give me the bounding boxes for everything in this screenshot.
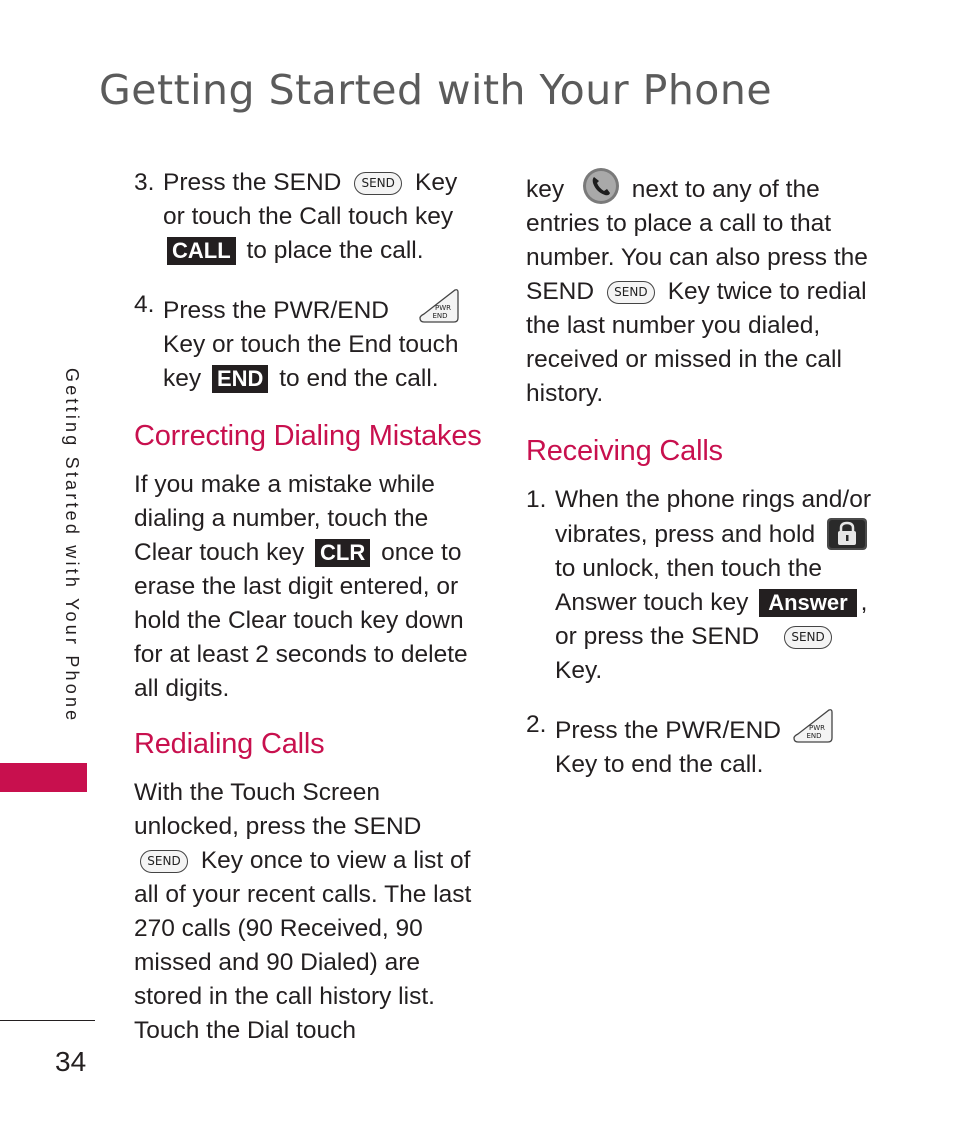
step-number: 4. (134, 291, 155, 318)
pwr-end-key-icon (792, 708, 834, 744)
end-touch-key: END (212, 365, 268, 393)
step-3 (134, 166, 484, 268)
step-number: 2. (526, 711, 547, 738)
step-text: Key to end the call. (555, 751, 764, 778)
answer-touch-key: Answer (759, 589, 856, 617)
paragraph-text: If you make a mistake while dialing a number, touch the Clear touch key (134, 471, 435, 566)
sidebar-tab-marker (0, 763, 87, 792)
paragraph-text: next to any of the entries to place a call to that number. You can also press the SEND (526, 176, 868, 305)
section-heading-correcting: Correcting Dialing Mistakes (134, 420, 482, 452)
paragraph-text: once to erase the last digit entered, or hold the Clear touch key down for at least 2 seconds to delete all digits. (134, 539, 468, 702)
step-text: to place the call. (246, 237, 424, 264)
send-key-icon: SEND (784, 626, 832, 649)
redialing-continued-paragraph (526, 166, 886, 411)
correcting-paragraph (134, 468, 484, 706)
clr-touch-key: CLR (315, 539, 370, 567)
right-column (526, 166, 886, 782)
sidebar-section-label: Getting Started with Your Phone (62, 368, 82, 724)
lock-icon (826, 517, 868, 551)
step-4 (134, 288, 484, 396)
receiving-step-1 (526, 483, 886, 688)
send-key-icon: SEND (140, 850, 188, 873)
step-text: to unlock, then touch the Answer touch key (555, 555, 822, 616)
phone-handset-icon (581, 166, 621, 206)
left-column (134, 166, 484, 1048)
section-heading-receiving: Receiving Calls (526, 435, 723, 467)
step-text: to end the call. (279, 365, 439, 392)
end-label: END (432, 312, 448, 320)
step-text: Key or touch the Call touch key (163, 169, 458, 230)
step-text: Press the PWR/END (555, 717, 781, 744)
redialing-paragraph (134, 776, 484, 1048)
paragraph-text: Key once to view a list of all of your recent calls. The last 270 calls (90 Received, 90 missed and 90 Dialed) are stored in the call history list. Touch the Dial touch (134, 847, 472, 1044)
section-heading-redialing: Redialing Calls (134, 728, 325, 760)
step-number: 1. (526, 486, 547, 513)
pwr-end-key-icon (418, 288, 460, 324)
step-text: When the phone rings and/or vibrates, press and hold (555, 486, 871, 548)
pwr-label: PWR (434, 304, 451, 312)
end-label: END (806, 732, 822, 740)
pwr-label: PWR (808, 724, 825, 732)
step-text: Key or touch the End touch key (163, 331, 459, 392)
page-number: 34 (55, 1046, 87, 1077)
paragraph-text: With the Touch Screen unlocked, press the SEND (134, 779, 422, 840)
receiving-step-2 (526, 708, 886, 782)
paragraph-text: Key twice to redial the last number you dialed, received or missed in the call history. (526, 278, 867, 407)
step-text: , (860, 589, 868, 616)
paragraph-text: key (526, 176, 565, 203)
page-title: Getting Started with Your Phone (99, 66, 773, 114)
step-text: Press the SEND (163, 169, 342, 196)
step-text: Key. (555, 657, 603, 684)
step-number: 3. (134, 169, 155, 196)
step-text: or press the SEND (555, 623, 760, 650)
send-key-icon: SEND (354, 172, 402, 195)
send-key-icon: SEND (607, 281, 655, 304)
footer-rule (0, 1020, 95, 1021)
call-touch-key: CALL (167, 237, 236, 265)
step-text: Press the PWR/END (163, 297, 389, 324)
